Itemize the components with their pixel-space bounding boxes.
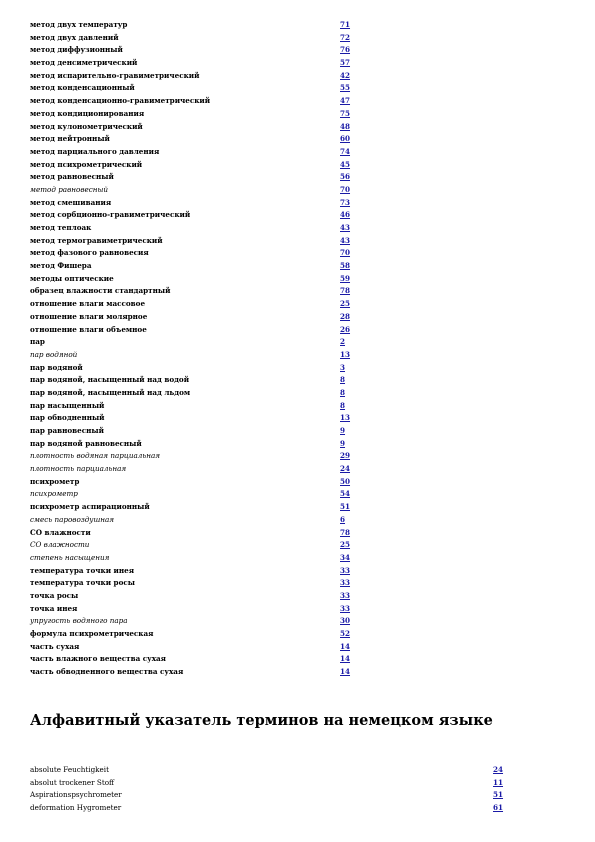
index-entry	[30, 95, 370, 108]
index-term: метод равновесный	[30, 172, 114, 182]
index-term: absolute Feuchtigkeit	[30, 765, 109, 774]
page-link[interactable]: 13	[340, 349, 351, 359]
page-link[interactable]: 28	[340, 311, 351, 321]
index-term: пар водяной равновесный	[30, 438, 142, 448]
index-term: absolut trockener Stoff	[30, 777, 115, 787]
page-link[interactable]: 3	[340, 362, 346, 372]
index-term: метод испарительно-гравиметрический	[30, 70, 200, 80]
page-link[interactable]: 60	[340, 134, 351, 144]
index-term: часть сухая	[30, 641, 80, 651]
index-entry	[30, 324, 370, 337]
index-entry	[30, 336, 370, 349]
page-link[interactable]: 14	[340, 654, 351, 664]
index-term: температура точки росы	[30, 578, 135, 588]
index-entry	[30, 247, 370, 260]
index-entry	[30, 641, 370, 654]
index-entry	[30, 463, 370, 476]
page-link[interactable]: 73	[340, 197, 351, 207]
index-entry	[30, 159, 370, 172]
index-term: пар насыщенный	[30, 400, 105, 410]
german-term-index	[30, 764, 510, 815]
index-entry	[30, 209, 370, 222]
page-link[interactable]: 78	[340, 286, 351, 296]
index-entry	[30, 171, 370, 184]
page-link[interactable]: 59	[340, 273, 351, 283]
index-term: CO влажности	[30, 540, 90, 550]
index-entry	[30, 374, 370, 387]
index-term: плотность водяная парциальная	[30, 451, 161, 461]
index-entry	[30, 311, 370, 324]
index-term: пар равновесный	[30, 426, 104, 435]
index-entry	[30, 222, 370, 235]
page-link[interactable]: 26	[340, 324, 351, 334]
index-entry	[30, 412, 370, 425]
page-link[interactable]: 33	[340, 603, 351, 613]
index-entry	[30, 285, 370, 298]
page-link[interactable]: 25	[340, 540, 351, 550]
index-term: точка росы	[30, 590, 79, 600]
index-entry	[30, 108, 370, 121]
page-link[interactable]: 47	[340, 96, 351, 106]
page-link[interactable]: 51	[493, 790, 504, 800]
index-entry	[30, 615, 370, 628]
index-entry	[30, 590, 370, 603]
page-link[interactable]: 54	[340, 489, 351, 499]
index-term: метод смешивания	[30, 197, 112, 207]
page-link[interactable]: 24	[493, 765, 504, 774]
page-link[interactable]: 42	[340, 70, 351, 80]
index-term: метод парциального давления	[30, 146, 160, 156]
index-term: метод равновесный	[30, 184, 109, 194]
index-entry	[30, 197, 370, 210]
page-link[interactable]: 29	[340, 451, 351, 461]
page-link[interactable]: 75	[340, 108, 351, 118]
index-term: метод психрометрический	[30, 159, 143, 169]
index-term: метод конденсационный	[30, 83, 135, 93]
index-term: метод кондиционирования	[30, 108, 145, 118]
index-term: метод нейтронный	[30, 134, 110, 144]
page-link[interactable]: 14	[340, 667, 351, 677]
index-entry	[30, 32, 370, 45]
index-term: метод термогравиметрический	[30, 235, 163, 245]
index-term: пар обводненный	[30, 413, 105, 423]
index-term: степень насыщения	[30, 552, 110, 562]
index-term: психрометр	[30, 476, 80, 486]
page-link[interactable]: 55	[340, 83, 351, 93]
page-link[interactable]: 25	[340, 299, 351, 309]
page-link[interactable]: 48	[340, 121, 351, 131]
index-term: CO влажности	[30, 527, 91, 537]
page-link[interactable]: 24	[340, 464, 351, 474]
index-term: пар	[30, 337, 45, 347]
index-entry	[30, 514, 370, 527]
index-entry	[30, 349, 370, 362]
page-link[interactable]: 9	[340, 426, 346, 435]
index-entry	[30, 425, 370, 438]
index-entry	[30, 577, 370, 590]
page-link[interactable]: 70	[340, 248, 351, 258]
index-entry	[30, 653, 370, 666]
index-entry	[30, 44, 370, 57]
page-link[interactable]: 45	[340, 159, 351, 169]
page-link[interactable]: 51	[340, 502, 351, 512]
index-term: метод конденсационно-гравиметрический	[30, 96, 211, 106]
index-term: отношение влаги массовое	[30, 299, 146, 309]
german-index-heading: Алфавитный указатель терминов на немецком языке	[30, 712, 493, 729]
page-link[interactable]: 9	[340, 438, 346, 448]
index-entry	[30, 450, 370, 463]
index-term: плотность парциальная	[30, 464, 127, 474]
page-link[interactable]: 57	[340, 58, 351, 68]
page-link[interactable]: 8	[340, 400, 346, 410]
index-entry	[30, 133, 370, 146]
page-link[interactable]: 33	[340, 565, 351, 575]
page-link[interactable]: 74	[340, 146, 351, 156]
index-entry	[30, 802, 510, 815]
index-entry	[30, 628, 370, 641]
page-link[interactable]: 14	[340, 641, 351, 651]
index-entry	[30, 603, 370, 616]
index-entry	[30, 552, 370, 565]
index-term: метод теплоак	[30, 223, 92, 232]
index-entry	[30, 121, 370, 134]
index-entry	[30, 82, 370, 95]
index-entry	[30, 539, 370, 552]
index-term: смесь паровоздушная	[30, 514, 115, 524]
index-entry	[30, 362, 370, 375]
index-term: формула психрометрическая	[30, 629, 154, 638]
index-term: метод сорбционно-гравиметрический	[30, 210, 191, 220]
index-term: образец влажности стандартный	[30, 286, 171, 296]
index-entry	[30, 235, 370, 248]
page-link[interactable]: 71	[340, 20, 351, 29]
page-link[interactable]: 33	[340, 578, 351, 588]
page-link[interactable]: 78	[340, 527, 351, 537]
index-entry	[30, 400, 370, 413]
page-link[interactable]: 8	[340, 387, 346, 397]
page-link[interactable]: 30	[340, 616, 351, 626]
index-term: пар водяной	[30, 362, 83, 372]
index-entry	[30, 476, 370, 489]
index-term: пар водяной, насыщенный над льдом	[30, 387, 191, 397]
index-term: температура точки инея	[30, 565, 135, 575]
index-entry	[30, 789, 510, 802]
index-entry	[30, 387, 370, 400]
index-term: часть влажного вещества сухая	[30, 654, 166, 664]
index-term: упругость водяного пара	[30, 616, 128, 626]
page-link[interactable]: 11	[493, 777, 504, 787]
page-link[interactable]: 70	[340, 184, 351, 194]
index-entry	[30, 666, 370, 679]
page-link[interactable]: 46	[340, 210, 351, 220]
index-term: метод кулонометрический	[30, 121, 143, 131]
index-entry	[30, 146, 370, 159]
index-entry	[30, 57, 370, 70]
index-term: психрометр аспирационный	[30, 502, 150, 512]
page-link[interactable]: 50	[340, 476, 351, 486]
index-entry	[30, 527, 370, 540]
index-entry	[30, 777, 510, 790]
page-link[interactable]: 72	[340, 32, 351, 42]
index-entry	[30, 273, 370, 286]
index-term: отношение влаги объемное	[30, 324, 147, 334]
index-term: пар водяной	[30, 349, 78, 359]
page-link[interactable]: 8	[340, 375, 346, 385]
page-link[interactable]: 6	[340, 514, 346, 524]
index-term: психрометр	[30, 489, 78, 499]
page-link[interactable]: 13	[340, 413, 351, 423]
index-entry	[30, 565, 370, 578]
index-term: метод двух давлений	[30, 32, 119, 42]
page-link[interactable]: 61	[493, 803, 504, 813]
index-term: точка инея	[30, 603, 78, 613]
page-link[interactable]: 56	[340, 172, 351, 182]
index-term: метод Фишера	[30, 261, 92, 271]
page-link[interactable]: 58	[340, 261, 351, 271]
index-entry	[30, 70, 370, 83]
index-entry	[30, 501, 370, 514]
index-term: отношение влаги молярное	[30, 311, 148, 321]
page-link[interactable]: 52	[340, 629, 351, 638]
page-link[interactable]: 76	[340, 45, 351, 55]
index-term: метод денсиметрический	[30, 58, 138, 68]
index-term: метод двух температур	[30, 20, 128, 29]
index-entry	[30, 298, 370, 311]
index-entry	[30, 488, 370, 501]
index-term: Aspirationspsychrometer	[30, 790, 122, 800]
index-term: метод диффузионный	[30, 45, 123, 55]
page-link[interactable]: 43	[340, 235, 351, 245]
index-term: часть обводненного вещества сухая	[30, 667, 184, 677]
index-entry	[30, 764, 510, 777]
page-link[interactable]: 2	[340, 337, 346, 347]
page-link[interactable]: 34	[340, 552, 351, 562]
index-entry	[30, 438, 370, 451]
index-term: deformation Hygrometer	[30, 803, 122, 813]
russian-term-index	[30, 19, 370, 679]
index-term: пар водяной, насыщенный над водой	[30, 375, 190, 385]
index-entry	[30, 19, 370, 32]
page-link[interactable]: 33	[340, 590, 351, 600]
page-link[interactable]: 43	[340, 223, 351, 232]
index-entry	[30, 260, 370, 273]
index-entry	[30, 184, 370, 197]
index-term: методы оптические	[30, 273, 114, 283]
index-term: метод фазового равновесия	[30, 248, 149, 258]
